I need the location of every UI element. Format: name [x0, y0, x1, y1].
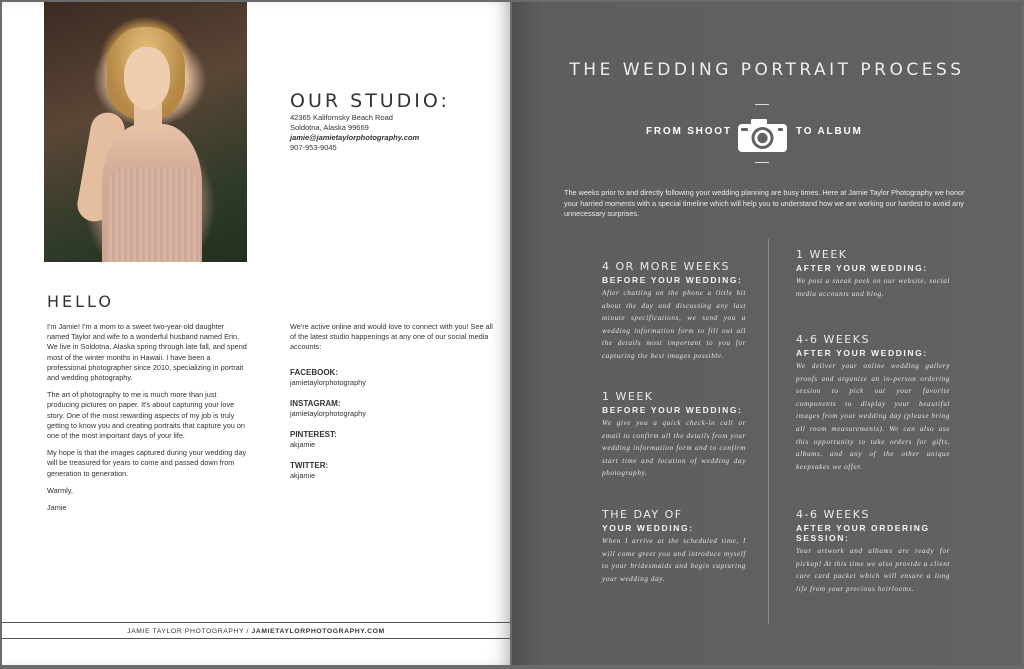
bio-text — [47, 322, 247, 520]
step-subheading: YOUR WEDDING: — [602, 523, 694, 533]
footer-rule-top — [2, 622, 510, 623]
social-handle: akjamie — [290, 471, 316, 481]
studio-title: OUR STUDIO: — [290, 90, 450, 112]
camera-icon — [735, 115, 790, 155]
social-handle: jamietaylorphotography — [290, 408, 366, 418]
social-item-facebook[interactable] — [290, 367, 495, 388]
social-section — [290, 322, 495, 491]
studio-phone: 907-953-9045 — [290, 143, 337, 152]
bio-paragraph: I'm Jamie! I'm a mom to a sweet two-year-old daughter named Taylor and wife to a wonderful husband named Erin. We live in Soldotna, Alaska spring through late fall, and spend most of the winter months in Hawaii. I have been a professional photographer since 2010, specializing in portrait and wedding photography. — [47, 322, 247, 383]
bio-signature: Jamie — [47, 503, 67, 513]
footer-rule-bottom — [2, 638, 510, 639]
step-heading: 4-6 WEEKS — [796, 333, 870, 346]
step-subheading: AFTER YOUR ORDERING SESSION: — [796, 523, 930, 543]
timeline-step — [602, 390, 746, 480]
social-intro: We're active online and would love to connect with you! See all of the latest studio happenings at any one of our social media accounts: — [290, 322, 493, 352]
social-handle: jamietaylorphotography — [290, 377, 366, 387]
step-description: We deliver your online wedding gallery proofs and organize an in-person ordering session to pick out your favorite components to display your beautiful images from your wedding day (please bring all room measurements). We can also use this opportunity to take orders for gifts, albums, and any of the other unique keepsakes we offer. — [796, 362, 950, 471]
right-page — [512, 2, 1022, 665]
step-description: We give you a quick check-in call or email to confirm all the details from your wedding information form and to confirm start time and location of wedding day photography. — [602, 419, 746, 478]
bio-paragraph: My hope is that the images captured during your wedding day will be treasured for years to come and passed down from generation to generation. — [47, 448, 247, 478]
hello-heading: HELLO — [47, 292, 114, 311]
social-item-instagram[interactable] — [290, 398, 495, 419]
step-subheading: AFTER YOUR WEDDING: — [796, 263, 928, 273]
process-intro: The weeks prior to and directly following your wedding planning are busy times. Here at Jamie Taylor Photography we honor your harried moments with a special timeline which will help you to understand how we are working our hardest to avoid any unnecessary surprises. — [564, 188, 965, 218]
step-subheading: AFTER YOUR WEDDING: — [796, 348, 928, 358]
column-divider — [768, 239, 769, 624]
bio-paragraph: The art of photography to me is much more than just producing pictures on paper. It's about capturing your love story. One of the most rewarding aspects of my job is truly getting to know you and creating portraits that capture you on one of the most important days of your life. — [47, 390, 245, 441]
camera-rule-bottom — [755, 162, 769, 163]
step-subheading: BEFORE YOUR WEDDING: — [602, 275, 743, 285]
process-title: THE WEDDING PORTRAIT PROCESS — [569, 60, 965, 80]
step-heading: THE DAY OF — [602, 508, 683, 521]
timeline-step — [796, 248, 950, 300]
social-label: TWITTER: — [290, 461, 329, 471]
studio-address-line1: 42365 Kalifornsky Beach Road — [290, 113, 393, 122]
social-label: INSTAGRAM: — [290, 398, 341, 408]
timeline-step — [602, 508, 746, 585]
social-label: PINTEREST: — [290, 430, 337, 440]
to-album-label: TO ALBUM — [796, 126, 863, 137]
step-description: Your artwork and albums are ready for pickup! At this time we also provide a client care card packet which will ensure a long life from your precious heirlooms. — [796, 547, 950, 593]
step-description: We post a sneak peek on our website, social media accounts and blog. — [796, 277, 950, 298]
social-item-twitter[interactable] — [290, 460, 495, 481]
step-heading: 4 OR MORE WEEKS — [602, 260, 731, 273]
studio-email-link[interactable]: jamie@jamietaylorphotography.com — [290, 133, 420, 142]
step-heading: 1 WEEK — [602, 390, 654, 403]
page-footer — [2, 628, 510, 635]
studio-contact — [290, 113, 419, 153]
from-shoot-label: FROM SHOOT — [646, 126, 732, 137]
social-handle: akjamie — [290, 440, 316, 450]
bio-signoff: Warmly, — [47, 485, 73, 495]
timeline-step — [602, 260, 746, 363]
step-subheading: BEFORE YOUR WEDDING: — [602, 405, 743, 415]
footer-website-link[interactable]: JAMIETAYLORPHOTOGRAPHY.COM — [251, 628, 385, 635]
timeline-step — [796, 508, 950, 595]
camera-rule-top — [755, 104, 769, 105]
left-page — [2, 2, 510, 665]
timeline-step — [796, 333, 950, 473]
portrait-photo — [44, 2, 247, 262]
studio-address-line2: Soldotna, Alaska 99669 — [290, 123, 369, 132]
social-label: FACEBOOK: — [290, 367, 338, 377]
step-description: After chatting on the phone a little bit about the day and discussing any last minute specifications, we send you a wedding information form to fill out all the details most important to you for capturing the best images possible. — [602, 289, 746, 360]
step-heading: 1 WEEK — [796, 248, 848, 261]
step-description: When I arrive at the scheduled time, I will come greet you and introduce myself to your bridesmaids and begin capturing your wedding day. — [602, 537, 746, 583]
step-heading: 4-6 WEEKS — [796, 508, 870, 521]
footer-studio-name: JAMIE TAYLOR PHOTOGRAPHY / — [127, 628, 252, 635]
social-item-pinterest[interactable] — [290, 429, 495, 450]
